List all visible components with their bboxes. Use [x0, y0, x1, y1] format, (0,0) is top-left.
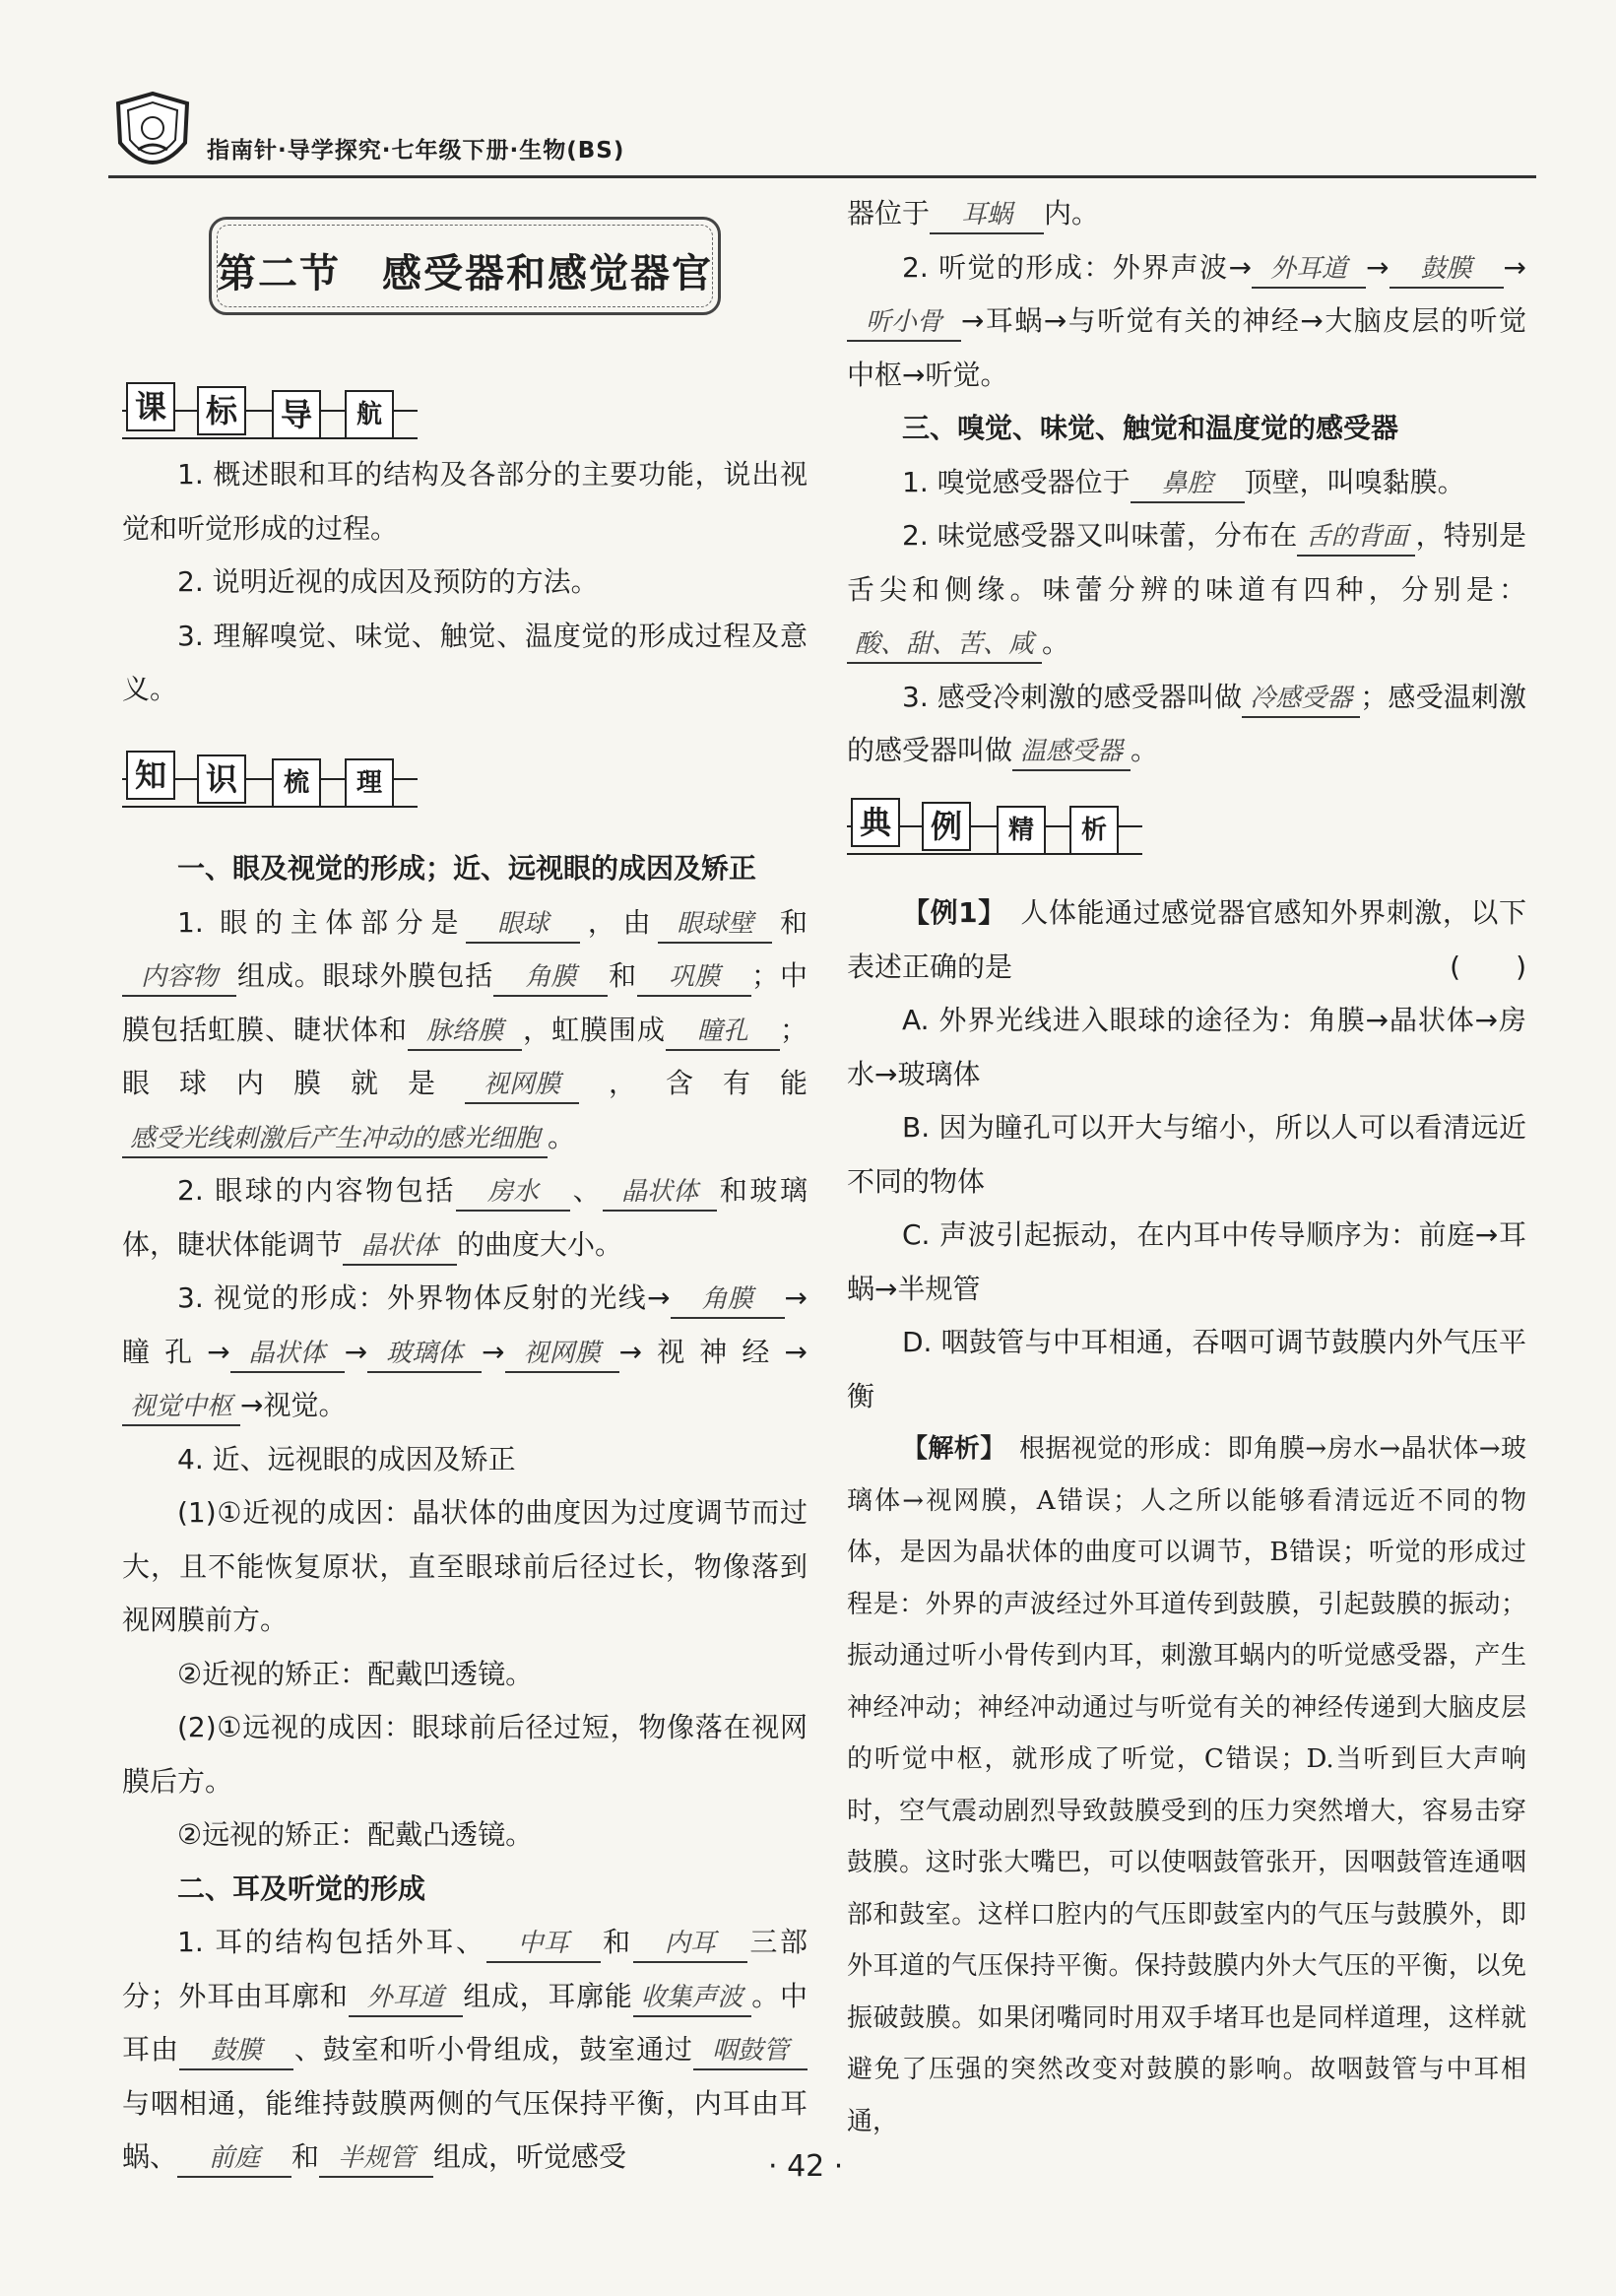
- answer-blank: 晶状体: [603, 1174, 717, 1212]
- answer-blank: 咽鼓管: [693, 2033, 808, 2070]
- option-c: C. 声波引起振动，在内耳中传导顺序为：前庭→耳蜗→半规管: [847, 1218, 1526, 1305]
- text: 与咽相通，能维持鼓膜两侧的气压保持平衡，内耳由耳蜗、: [122, 2086, 808, 2173]
- text: 和玻璃体，睫状体能调节: [122, 1174, 808, 1261]
- text: ，由: [580, 905, 659, 939]
- badge-char: 典: [851, 798, 900, 847]
- knowledge-section: [122, 842, 808, 2185]
- text: →: [482, 1335, 505, 1368]
- example-label: 【例1】: [902, 896, 993, 929]
- hyperopia-cause: (2)①远视的成因：眼球前后径过短，物像落在视网膜后方。: [122, 1711, 808, 1798]
- text: 1. 嗅觉感受器位于: [902, 465, 1131, 498]
- text: ；眼球内膜就是: [122, 1013, 808, 1099]
- right-column-knowledge: [847, 187, 1526, 778]
- answer-blank: 听小骨: [847, 304, 961, 342]
- text: 组成，耳廓能: [462, 1979, 633, 2012]
- answer-blank: 瞳孔: [666, 1014, 780, 1051]
- text: 。: [1042, 626, 1070, 659]
- text: 。: [1131, 734, 1159, 766]
- smell-receptor: [847, 456, 1526, 510]
- badge-char: 例: [922, 802, 971, 851]
- option-d: D. 咽鼓管与中耳相通，吞咽可调节鼓膜内外气压平衡: [847, 1326, 1526, 1412]
- badge-char: 梳: [272, 758, 321, 808]
- goal-item: 2. 说明近视的成因及预防的方法。: [177, 565, 599, 598]
- goals-section: [122, 448, 808, 717]
- analysis: [847, 1423, 1526, 2147]
- text: 、: [569, 1174, 604, 1207]
- text: 三部分；外耳由耳廓和: [122, 1926, 808, 2012]
- eye-contents: [122, 1164, 808, 1272]
- answer-blank: 舌的背面: [1297, 519, 1415, 557]
- answer-blank: 鼓膜: [179, 2033, 293, 2070]
- text: 组成，听觉感受: [433, 2140, 627, 2173]
- answer-blank: 房水: [456, 1174, 570, 1212]
- text: →: [1366, 250, 1390, 284]
- text: ，含有能: [578, 1067, 808, 1099]
- answer-blank: 视觉中枢: [122, 1389, 240, 1426]
- answer-blank: 温感受器: [1012, 734, 1131, 771]
- text: 器位于: [847, 197, 931, 230]
- option-b: B. 因为瞳孔可以开大与缩小，所以人可以看清远近不同的物体: [847, 1111, 1526, 1198]
- ear-receptor: [847, 187, 1526, 241]
- answer-blank: 内耳: [633, 1926, 747, 1963]
- badge-char: 识: [197, 754, 246, 804]
- text: 3. 视觉的形成：外界物体反射的光线→: [177, 1281, 671, 1314]
- heading-ear: 二、耳及听觉的形成: [177, 1871, 426, 1905]
- eye-structure: [122, 896, 808, 1165]
- text: 2. 味觉感受器又叫味蕾，分布在: [902, 519, 1298, 552]
- example-section: [847, 886, 1526, 2147]
- answer-blank: 感受光线刺激后产生冲动的感光细胞: [122, 1121, 548, 1158]
- temperature-receptor: [847, 671, 1526, 778]
- answer-blank: 鼓膜: [1390, 251, 1504, 289]
- text: 的曲度大小。: [457, 1227, 623, 1261]
- header-title: 指南针·导学探究·七年级下册·生物(BS): [207, 138, 625, 164]
- answer-blank: 中耳: [486, 1926, 601, 1963]
- text: ，虹膜围成: [521, 1013, 666, 1046]
- analysis-text: 根据视觉的形成：即角膜→房水→晶状体→玻璃体→视网膜，A错误；人之所以能够看清远近不同的物体，是因为晶状体的曲度可以调节，B错误；听觉的形成过程是：外界的声波经过外耳道传到鼓膜，引起鼓膜的振动；振动通过听小骨传到内耳，刺激耳蜗内的听觉感受器，产生神经冲动；神经冲动通过与听觉有关的神经传递到大脑皮层的听觉中枢，就形成了听觉，C错误；D.当听到巨大声响时，空气震动剧烈导致鼓膜受到的压力突然增大，容易击穿鼓膜。这时张大嘴巴，可以使咽鼓管张开，因咽鼓管连通咽部和鼓室。这样口腔内的气压即鼓室内的气压与鼓膜外，即外耳道的气压保持平衡。保持鼓膜内外大气压的平衡，以免振破鼓膜。如果闭嘴同时用双手堵耳也是同样道理，这样就避免了压强的突然改变对鼓膜的影响。故咽鼓管与中耳相通，: [847, 1434, 1526, 2136]
- text: →视神经→: [618, 1335, 808, 1368]
- page-number: · 42 ·: [768, 2149, 844, 2184]
- answer-blank: 酸、甜、苦、咸: [847, 626, 1042, 664]
- answer-blank: 晶状体: [343, 1228, 457, 1266]
- text: →: [1503, 250, 1526, 284]
- text: 和: [600, 1926, 633, 1958]
- goal-item: 1. 概述眼和耳的结构及各部分的主要功能，说出视觉和听觉形成的过程。: [122, 458, 808, 545]
- text: →耳蜗→与听觉有关的神经→大脑皮层的听觉中枢→听觉。: [847, 304, 1526, 391]
- answer-blank: 眼球壁: [658, 906, 772, 944]
- text: 。: [548, 1120, 576, 1153]
- answer-blank: 眼球: [466, 906, 580, 944]
- answer-blank: 内容物: [122, 959, 236, 997]
- page-header: [108, 89, 1536, 182]
- text: 和: [608, 959, 638, 992]
- text: ；中膜包括虹膜、睫状体和: [122, 959, 808, 1046]
- taste-receptor: [847, 509, 1526, 671]
- badge-char: 理: [345, 758, 394, 808]
- badge-char: 精: [997, 806, 1046, 855]
- answer-blank: 前庭: [177, 2140, 291, 2178]
- answer-blank: 外耳道: [349, 1980, 463, 2017]
- badge-zhishi: [122, 749, 418, 808]
- answer-blank: 耳蜗: [930, 197, 1044, 234]
- text: →: [344, 1335, 368, 1368]
- hyperopia-fix: ②远视的矫正：配戴凸透镜。: [177, 1818, 534, 1851]
- answer-blank: 收集声波: [633, 1980, 751, 2017]
- option-a: A. 外界光线进入眼球的途径为：角膜→晶状体→房水→玻璃体: [847, 1004, 1526, 1090]
- myopia-fix: ②近视的矫正：配戴凹透镜。: [177, 1657, 534, 1690]
- text: 3. 感受冷刺激的感受器叫做: [902, 680, 1243, 713]
- example-question: [847, 886, 1526, 994]
- answer-blank: 鼻腔: [1131, 466, 1245, 503]
- analysis-label: 【解析】: [902, 1434, 994, 1464]
- answer-blank: 冷感受器: [1242, 681, 1360, 718]
- text: 内。: [1044, 197, 1100, 230]
- answer-blank: 玻璃体: [367, 1336, 482, 1373]
- text: 2. 眼球的内容物包括: [177, 1174, 456, 1207]
- text: →瞳孔→: [122, 1281, 808, 1368]
- section-title-box: [209, 217, 721, 315]
- answer-blank: 外耳道: [1252, 251, 1366, 289]
- text: ，特别是舌尖和侧缘。味蕾分辨的味道有四种，分别是：: [847, 519, 1526, 606]
- badge-char: 析: [1069, 806, 1119, 855]
- answer-blank: 脉络膜: [408, 1014, 522, 1051]
- badge-dianli: [847, 796, 1142, 855]
- answer-blank: 巩膜: [637, 959, 751, 997]
- heading-senses: 三、嗅觉、味觉、触觉和温度觉的感受器: [902, 412, 1399, 444]
- vision-formation: [122, 1272, 808, 1433]
- answer-paren: ( ): [1450, 950, 1526, 983]
- text: 顶壁，叫嗅黏膜。: [1244, 465, 1465, 498]
- badge-char: 知: [126, 751, 175, 800]
- answer-blank: 晶状体: [230, 1336, 345, 1373]
- myopia-cause: (1)①近视的成因：晶状体的曲度因为过度调节而过大，且不能恢复原状，直至眼球前后径过长，物像落到视网膜前方。: [122, 1496, 808, 1636]
- badge-char: 导: [272, 390, 321, 439]
- section-title: 第二节 感受器和感觉器官: [217, 251, 713, 296]
- answer-blank: 角膜: [671, 1281, 785, 1319]
- seal-logo-icon: [108, 89, 197, 177]
- text: 1. 眼的主体部分是: [177, 905, 467, 939]
- myopia-heading: 4. 近、远视眼的成因及矫正: [177, 1442, 516, 1476]
- badge-kebiao: [122, 380, 418, 439]
- heading-eye: 一、眼及视觉的形成；近、远视眼的成因及矫正: [177, 852, 757, 885]
- answer-blank: 角膜: [493, 959, 608, 997]
- text: 。中耳由: [122, 1979, 808, 2066]
- text: 2. 听觉的形成：外界声波→: [902, 250, 1253, 284]
- text: 1. 耳的结构包括外耳、: [177, 1926, 486, 1958]
- text: ；感受温刺激的感受器叫做: [847, 680, 1526, 766]
- text: 、鼓室和听小骨组成，鼓室通过: [292, 2033, 693, 2066]
- answer-blank: 半规管: [319, 2140, 433, 2178]
- text: 和: [772, 905, 808, 939]
- answer-blank: 视网膜: [465, 1067, 579, 1104]
- badge-char: 航: [345, 390, 394, 439]
- ear-structure: [122, 1916, 808, 2185]
- hearing-formation: [847, 241, 1526, 403]
- badge-char: 课: [126, 382, 175, 431]
- text: 组成。眼球外膜包括: [236, 959, 494, 992]
- header-rule: [108, 175, 1536, 178]
- text: 和: [291, 2140, 320, 2173]
- badge-char: 标: [197, 386, 246, 435]
- example-text: 人体能通过感觉器官感知外界刺激，以下表述正确的是: [847, 896, 1526, 983]
- text: →视觉。: [240, 1389, 347, 1421]
- answer-blank: 视网膜: [505, 1336, 619, 1373]
- goal-item: 3. 理解嗅觉、味觉、触觉、温度觉的形成过程及意义。: [122, 619, 808, 705]
